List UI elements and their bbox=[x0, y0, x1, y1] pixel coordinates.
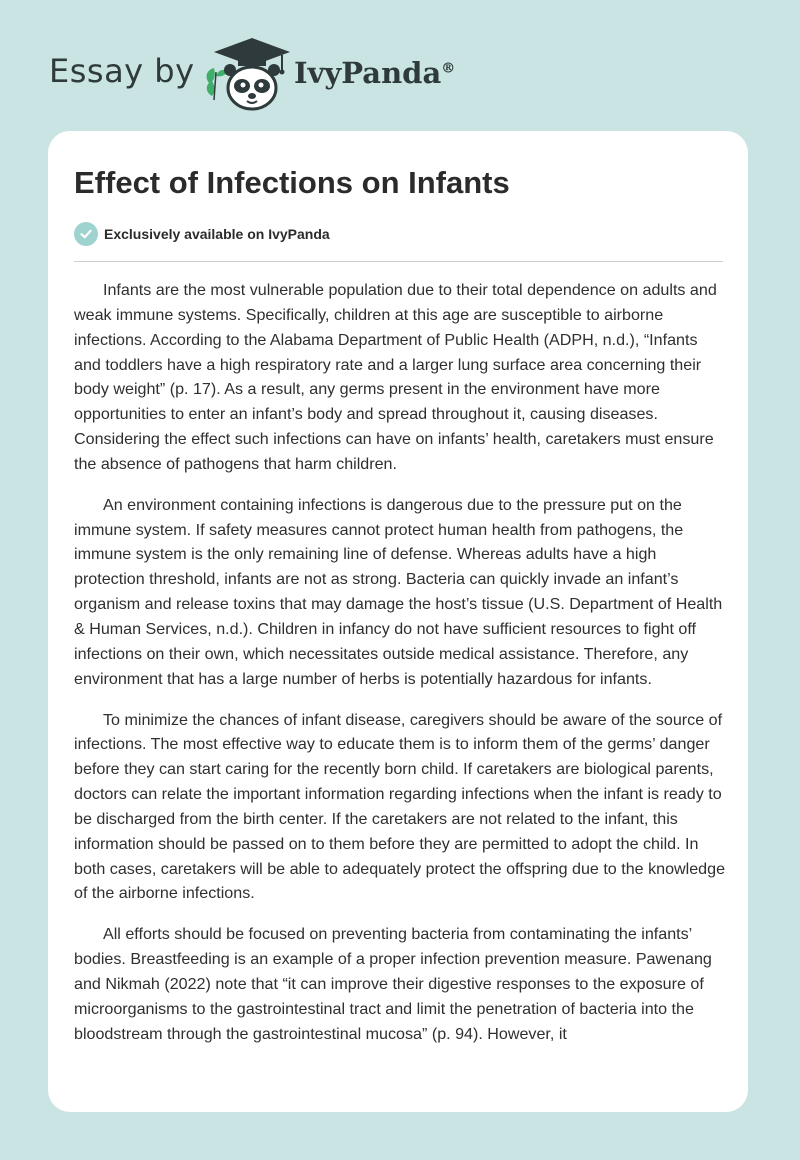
check-icon bbox=[74, 222, 98, 246]
registered-mark: ® bbox=[441, 60, 456, 77]
brand-name-text: IvyPanda bbox=[294, 56, 442, 90]
site-header bbox=[0, 0, 800, 130]
paragraph: To minimize the chances of infant disease, caregivers should be aware of the source of infections. The most effective way to educate them is to inform them of the germs’ danger before they can start caring for the recently born child. If caretakers are biological parents, doctors can relate the important information regarding infections when the infant is ready to be discharged from the birth center. If the caretakers are not related to the infant, this information should be passed on to them before they are permitted to adopt the child. In both cases, caretakers will be able to adequately protect the offspring due to the knowledge of the airborne infections. bbox=[74, 710, 726, 903]
divider bbox=[74, 261, 723, 262]
paragraph: Infants are the most vulnerable population due to their total dependence on adults and weak immune systems. Specifically, children at this age are susceptible to airborne infections. According to the Alabama Department of Public Health (ADPH, n.d.), “Infants and toddlers have a high respiratory rate and a larger lung surface area concerning their body weight” (p. 17). As a result, any germs present in the environment have more opportunities to enter an infant’s body and spread throughout it, causing diseases. Considering the effect such infections can have on infants’ health, caretakers must ensure the absence of pathogens that harm children. bbox=[74, 281, 717, 473]
exclusive-badge bbox=[74, 222, 330, 246]
brand-prefix: Essay by bbox=[49, 52, 195, 90]
essay-body bbox=[74, 278, 726, 1062]
badge-label: Exclusively available on IvyPanda bbox=[104, 226, 330, 242]
paragraph: All efforts should be focused on preventing bacteria from contaminating the infants’ bodies. Breastfeeding is an example of a proper infection prevention measure. Pawenang and Nikmah (2022) note that “it can improve their digestive responses to the exposure of microorganisms to the gastrointestinal tract and limit the penetration of bacteria into the bloodstream through the gastrointestinal mucosa” (p. 94). However, it bbox=[74, 925, 712, 1043]
essay-card bbox=[48, 131, 748, 1112]
brand-name[interactable] bbox=[294, 56, 455, 90]
panda-graduation-cap-icon[interactable] bbox=[202, 36, 292, 112]
page-title: Effect of Infections on Infants bbox=[74, 165, 510, 200]
paragraph: An environment containing infections is dangerous due to the pressure put on the immune system. If safety measures cannot protect human health from pathogens, the immune system is the only remaining line of defense. Whereas adults have a high protection threshold, infants are not as strong. Bacteria can quickly invade an infant’s organism and release toxins that may damage the host’s tissue (U.S. Department of Health & Human Services, n.d.). Children in infancy do not have sufficient resources to fight off infections on their own, which necessitates outside medical assistance. Therefore, any environment that has a large number of herbs is potentially hazardous for infants. bbox=[74, 495, 723, 688]
